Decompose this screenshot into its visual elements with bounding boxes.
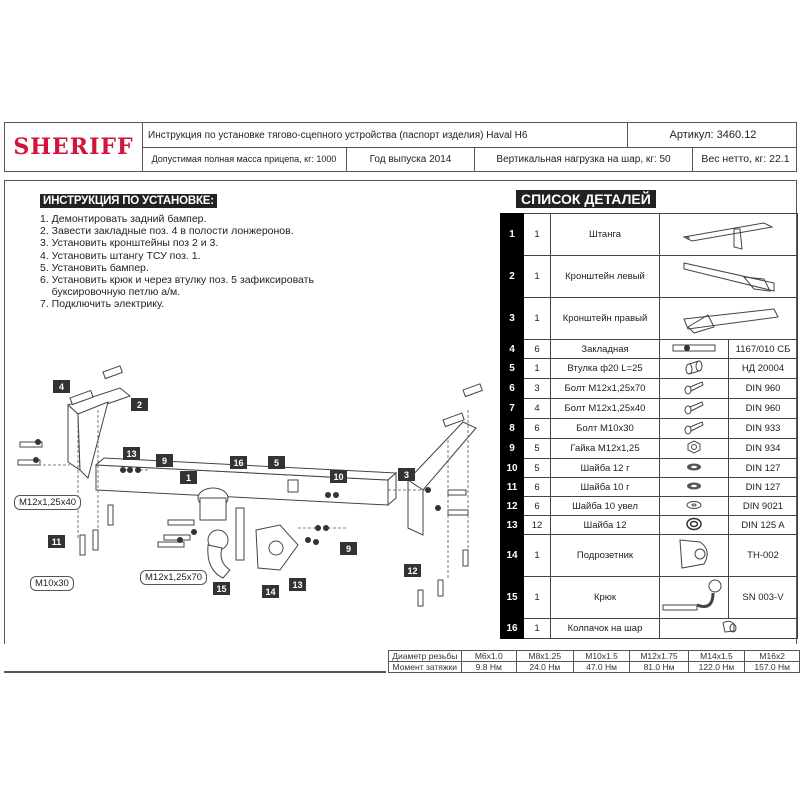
ball-cap-icon [660, 619, 798, 639]
position-tag: 11 [48, 535, 65, 548]
part-name: Гайка M12x1,25 [551, 439, 660, 459]
part-quantity: 12 [524, 516, 551, 535]
part-name: Шайба 10 г [551, 478, 660, 497]
torque-value: 24.0 Нм [516, 662, 573, 673]
exploded-assembly-diagram [8, 330, 498, 630]
instructions-list [40, 213, 314, 311]
spring-washer-icon [660, 459, 729, 478]
part-position: 9 [501, 439, 524, 459]
part-quantity: 4 [524, 399, 551, 419]
position-tag: 9 [156, 454, 173, 467]
position-tag: 15 [213, 582, 230, 595]
table-row [501, 214, 798, 256]
part-code: DIN 9021 [729, 497, 798, 516]
table-row [501, 535, 798, 577]
thread-size: M10x1.5 [573, 651, 630, 662]
torque-value: 9.8 Нм [461, 662, 516, 673]
position-tag: 5 [268, 456, 285, 469]
part-name: Подрозетник [551, 535, 660, 577]
bolt-callout-m12x70: M12x1,25x70 [140, 570, 207, 585]
part-name: Болт M12x1,25x70 [551, 379, 660, 399]
part-code: DIN 933 [729, 419, 798, 439]
frame-divider [4, 671, 386, 673]
part-name: Шайба 12 [551, 516, 660, 535]
part-name: Втулка ф20 L=25 [551, 359, 660, 379]
bolt-callout-m10x30: M10x30 [30, 576, 74, 591]
part-quantity: 5 [524, 439, 551, 459]
table-row [501, 359, 798, 379]
part-name: Колпачок на шар [551, 619, 660, 639]
position-tag: 13 [289, 578, 306, 591]
part-position: 3 [501, 298, 524, 340]
socket-plate-icon [660, 535, 729, 577]
position-tag: 3 [398, 468, 415, 481]
washer-icon [660, 516, 729, 535]
position-tag: 12 [404, 564, 421, 577]
part-code: НД 20004 [729, 359, 798, 379]
part-position: 10 [501, 459, 524, 478]
instruction-step: 4. Установить штангу ТСУ поз. 1. [40, 249, 201, 262]
part-position: 16 [501, 619, 524, 639]
tightening-torque-label: Момент затяжки [389, 662, 462, 673]
part-name: Кронштейн правый [551, 298, 660, 340]
part-position: 1 [501, 214, 524, 256]
part-quantity: 1 [524, 298, 551, 340]
torque-value: 81.0 Нм [630, 662, 688, 673]
part-quantity: 1 [524, 619, 551, 639]
part-code: DIN 127 [729, 478, 798, 497]
part-quantity: 1 [524, 256, 551, 298]
part-code: DIN 125 A [729, 516, 798, 535]
part-code: DIN 960 [729, 379, 798, 399]
table-row [501, 256, 798, 298]
net-weight: Вес нетто, кг: 22.1 [701, 153, 790, 165]
instruction-step: 3. Установить кронштейны поз 2 и 3. [40, 237, 219, 250]
part-name: Болт M10x30 [551, 419, 660, 439]
part-position: 2 [501, 256, 524, 298]
torque-value: 47.0 Нм [573, 662, 630, 673]
table-row [501, 619, 798, 639]
thread-size: M6x1.0 [461, 651, 516, 662]
release-year: Год выпуска 2014 [347, 147, 475, 171]
part-position: 11 [501, 478, 524, 497]
flat-washer-icon [660, 497, 729, 516]
part-quantity: 5 [524, 459, 551, 478]
part-name: Болт M12x1,25x40 [551, 399, 660, 419]
position-tag: 2 [131, 398, 148, 411]
table-row [389, 662, 800, 673]
instruction-step: 6. Установить крюк и через втулку поз. 5 зафиксировать [40, 274, 314, 287]
part-name: Шайба 10 увел [551, 497, 660, 516]
part-name: Штанга [551, 214, 660, 256]
part-quantity: 1 [524, 214, 551, 256]
bushing-icon [660, 359, 729, 379]
torque-value: 122.0 Нм [688, 662, 745, 673]
part-quantity: 1 [524, 577, 551, 619]
left-bracket-icon [660, 256, 798, 298]
position-tag: 1 [180, 471, 197, 484]
document-title: Инструкция по установке тягово-сцепного устройства (паспорт изделия) Haval H6 [142, 123, 628, 147]
vertical-load: Вертикальная нагрузка на шар, кг: 50 [475, 147, 693, 171]
table-row [501, 399, 798, 419]
header-row-1 [142, 123, 796, 148]
part-quantity: 6 [524, 340, 551, 359]
towbar-assembly-drawing [8, 330, 498, 630]
instructions-title: ИНСТРУКЦИЯ ПО УСТАНОВКЕ: [40, 194, 217, 208]
bolt-icon [660, 399, 729, 419]
part-quantity: 6 [524, 419, 551, 439]
instruction-step: 5. Установить бампер. [40, 261, 149, 274]
table-row [501, 459, 798, 478]
brand-logo [5, 123, 143, 171]
part-position: 13 [501, 516, 524, 535]
torque-table [388, 650, 800, 673]
table-row [389, 651, 800, 662]
table-row [501, 340, 798, 359]
parts-table [500, 213, 798, 639]
thread-size: M12x1.75 [630, 651, 688, 662]
table-row [501, 577, 798, 619]
part-name: Шайба 12 г [551, 459, 660, 478]
part-quantity: 1 [524, 535, 551, 577]
part-position: 4 [501, 340, 524, 359]
table-row [501, 439, 798, 459]
bolt-callout-m12x40: M12x1,25x40 [14, 495, 81, 510]
part-position: 5 [501, 359, 524, 379]
part-position: 7 [501, 399, 524, 419]
part-position: 6 [501, 379, 524, 399]
bolt-icon [660, 419, 729, 439]
table-row [501, 379, 798, 399]
parts-list-title: СПИСОК ДЕТАЛЕЙ [516, 190, 656, 208]
part-quantity: 6 [524, 497, 551, 516]
thread-size: M8x1.25 [516, 651, 573, 662]
brand-name: SHERIFF [13, 134, 134, 160]
part-code: DIN 127 [729, 459, 798, 478]
torque-value: 157.0 Нм [745, 662, 800, 673]
part-name: Закладная [551, 340, 660, 359]
part-position: 8 [501, 419, 524, 439]
article-number: Артикул: 3460.12 [669, 129, 757, 141]
thread-size: M16x2 [745, 651, 800, 662]
table-row [501, 516, 798, 535]
thread-diameter-label: Диаметр резьбы [389, 651, 462, 662]
instruction-step: 1. Демонтировать задний бампер. [40, 213, 207, 225]
nut-icon [660, 439, 729, 459]
part-position: 15 [501, 577, 524, 619]
position-tag: 14 [262, 585, 279, 598]
position-tag: 9 [340, 542, 357, 555]
right-bracket-icon [660, 298, 798, 340]
part-name: Кронштейн левый [551, 256, 660, 298]
table-row [501, 497, 798, 516]
instruction-step: 2. Завести закладные поз. 4 в полости лонжеронов. [40, 225, 294, 238]
thread-size: M14x1.5 [688, 651, 745, 662]
instruction-step: буксировочную петлю а/м. [40, 286, 181, 299]
part-code: DIN 960 [729, 399, 798, 419]
tow-bar-icon [660, 214, 798, 256]
max-trailer-mass: Допустимая полная масса прицепа, кг: 1000 [142, 147, 347, 171]
part-position: 14 [501, 535, 524, 577]
part-quantity: 3 [524, 379, 551, 399]
table-row [501, 298, 798, 340]
position-tag: 13 [123, 447, 140, 460]
header-row-2 [142, 147, 796, 171]
part-quantity: 1 [524, 359, 551, 379]
header-block [4, 122, 797, 172]
spring-washer-icon [660, 478, 729, 497]
part-position: 12 [501, 497, 524, 516]
part-code: TH-002 [729, 535, 798, 577]
position-tag: 4 [53, 380, 70, 393]
instruction-step: 7. Подключить электрику. [40, 298, 165, 311]
part-code: SN 003-V [729, 577, 798, 619]
part-code: 1167/010 СБ [729, 340, 798, 359]
bolt-icon [660, 379, 729, 399]
position-tag: 16 [230, 456, 247, 469]
table-row [501, 419, 798, 439]
table-row [501, 478, 798, 497]
part-code: DIN 934 [729, 439, 798, 459]
embed-plate-icon [660, 340, 729, 359]
part-name: Крюк [551, 577, 660, 619]
part-quantity: 6 [524, 478, 551, 497]
position-tag: 10 [330, 470, 347, 483]
tow-ball-hook-icon [660, 577, 729, 619]
